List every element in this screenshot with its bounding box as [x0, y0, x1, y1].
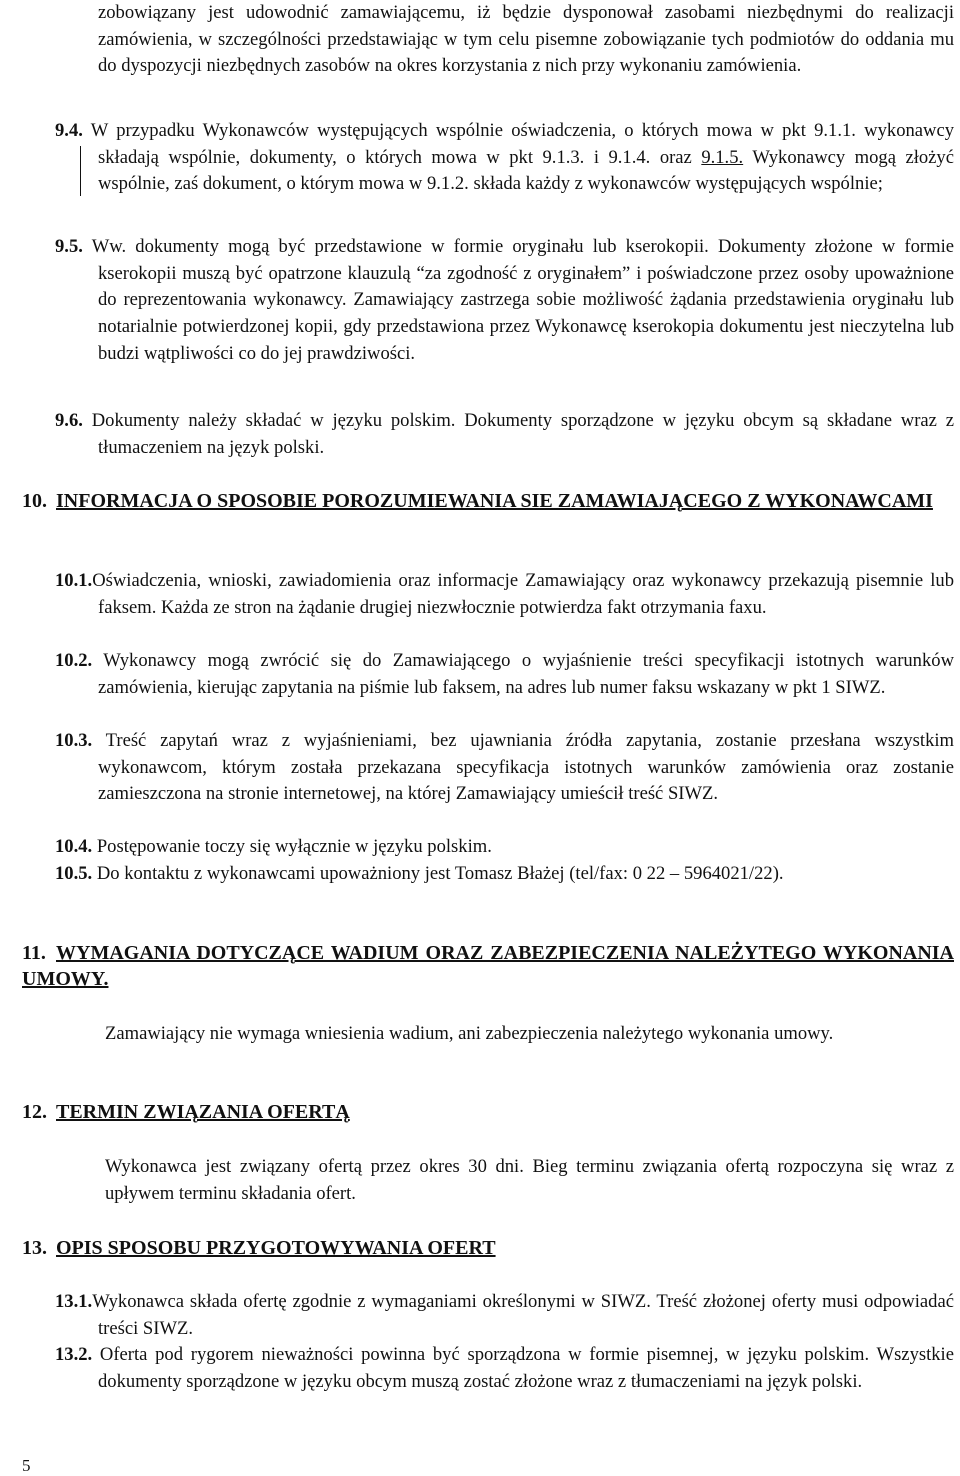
section-number: 10.2.: [55, 650, 93, 671]
intro-paragraph: [98, 0, 954, 80]
section-number: 9.5.: [55, 236, 83, 257]
section-text: Dokumenty należy składać w języku polskim. Dokumenty sporządzone w języku obcym są składane wraz z tłumaczeniem na język polski.: [91, 410, 955, 458]
heading-number: 11.: [22, 942, 46, 964]
section-text: Oferta pod rygorem nieważności powinna być sporządzona w formie pisemnej, w języku polskim. Wszystkie dokumenty sporządzone w języku obcym muszą zostać złożone wraz z tłumaczeniami na język polski.: [98, 1344, 954, 1392]
heading-12: [22, 1099, 954, 1125]
section-text: Ww. dokumenty mogą być przedstawione w formie oryginału lub kserokopii. Dokumenty złożone w formie kserokopii muszą być opatrzone klauzulą “za zgodność z oryginałem” i poświadczone przez osoby upoważnione do reprezentowania wykonawcy. Zamawiający zastrzega sobie możliwość żądania przedstawienia oryginału lub notarialnie potwierdzonej kopii, gdy przedstawiona przez Wykonawcę kserokopia dokumentu jest nieczytelna lub budzi wątpliwości co do jej prawdziwości.: [91, 236, 954, 364]
section-10-2: [55, 648, 954, 701]
section-number: 10.1.: [55, 570, 93, 591]
heading-title: OPIS SPOSOBU PRZYGOTOWYWANIA OFERT: [56, 1237, 496, 1259]
section-text: Treść zapytań wraz z wyjaśnieniami, bez ujawniania źródła zapytania, zostanie przesłana wszystkim wykonawcom, którym została przekazana specyfikacja istotnych warunków zamówienia oraz zostanie zamieszczona na stronie internetowej, na której Zamawiający umieścił treść SIWZ.: [98, 730, 954, 805]
section-text: Do kontaktu z wykonawcami upoważniony jest Tomasz Błażej (tel/fax: 0 22 – 5964021/22).: [96, 863, 784, 884]
heading-title: TERMIN ZWIĄZANIA OFERTĄ: [56, 1101, 350, 1123]
section-number: 10.3.: [55, 730, 93, 751]
section-text: Wykonawcy mogą zwrócić się do Zamawiającego o wyjaśnienie treści specyfikacji istotnych warunków zamówienia, kierując zapytania na piśmie lub faksem, na adres lub numer faksu wskazany w pkt 1 SIWZ.: [98, 650, 954, 698]
section-text: Oświadczenia, wnioski, zawiadomienia oraz informacje Zamawiający oraz wykonawcy przekazują pisemnie lub faksem. Każda ze stron na żądanie drugiej niezwłocznie potwierdza fakt otrzymania faxu.: [92, 570, 954, 618]
section-number: 10.5.: [55, 863, 93, 884]
section-10-1: [55, 568, 954, 621]
section-text: Wykonawca jest związany ofertą przez okres 30 dni. Bieg terminu związania ofertą rozpoczyna się wraz z upływem terminu składania ofert.: [105, 1156, 954, 1204]
section-9-5: [55, 234, 954, 368]
heading-number: 12.: [22, 1101, 47, 1123]
section-12-body: [105, 1154, 954, 1207]
section-13-1: [55, 1289, 954, 1342]
revision-change-bar: [80, 146, 81, 196]
intro-text: zobowiązany jest udowodnić zamawiającemu, iż będzie dysponował zasobami niezbędnymi do realizacji zamówienia, w szczególności przedstawiając w tym celu pisemne zobowiązanie tych podmiotów do oddania mu do dyspozycji niezbędnych zasobów na okres korzystania z nich przy wykonaniu zamówienia.: [98, 2, 954, 77]
section-9-6: [55, 408, 955, 461]
heading-13: [22, 1235, 954, 1261]
section-10-5: [55, 861, 954, 888]
section-number: 13.1.: [55, 1291, 93, 1312]
section-text: Zamawiający nie wymaga wniesienia wadium, ani zabezpieczenia należytego wykonania umowy.: [105, 1023, 834, 1044]
section-text: Postępowanie toczy się wyłącznie w języku polskim.: [96, 836, 492, 857]
section-text: W przypadku Wykonawców występujących wspólnie oświadczenia, o których mowa w pkt 9.1.1. wykonawcy składają wspólnie, dokumenty, o których mowa w pkt 9.1.3. i 9.1.4. oraz: [90, 120, 955, 168]
section-11-body: [105, 1021, 954, 1048]
section-number: 13.2.: [55, 1344, 93, 1365]
section-number: 10.4.: [55, 836, 93, 857]
heading-title: WYMAGANIA DOTYCZĄCE WADIUM ORAZ ZABEZPIECZENIA NALEŻYTEGO WYKONANIA UMOWY.: [22, 942, 954, 990]
section-text: Wykonawca składa ofertę zgodnie z wymaganiami określonymi w SIWZ. Treść złożonej oferty musi odpowiadać treści SIWZ.: [92, 1291, 954, 1339]
heading-11: [22, 940, 954, 992]
section-13-2: [55, 1342, 954, 1395]
heading-number: 13.: [22, 1237, 47, 1259]
section-9-4: [55, 118, 955, 198]
page-number: 5: [22, 1456, 31, 1475]
heading-title: INFORMACJA O SPOSOBIE POROZUMIEWANIA SIE ZAMAWIAJĄCEGO Z WYKONAWCAMI: [56, 490, 933, 512]
section-10-3: [55, 728, 954, 808]
section-reference: 9.1.5.: [701, 146, 744, 168]
section-text-continued: Wykonawcy mogą złożyć wspólnie, zaś dokument, o którym mowa w 9.1.2. składa każdy z wykonawców występujących wspólnie;: [98, 146, 954, 195]
section-number: 9.4.: [55, 120, 83, 141]
section-number: 9.6.: [55, 410, 83, 431]
section-10-4: [55, 834, 954, 861]
heading-10: [22, 488, 954, 514]
heading-number: 10.: [22, 490, 47, 512]
